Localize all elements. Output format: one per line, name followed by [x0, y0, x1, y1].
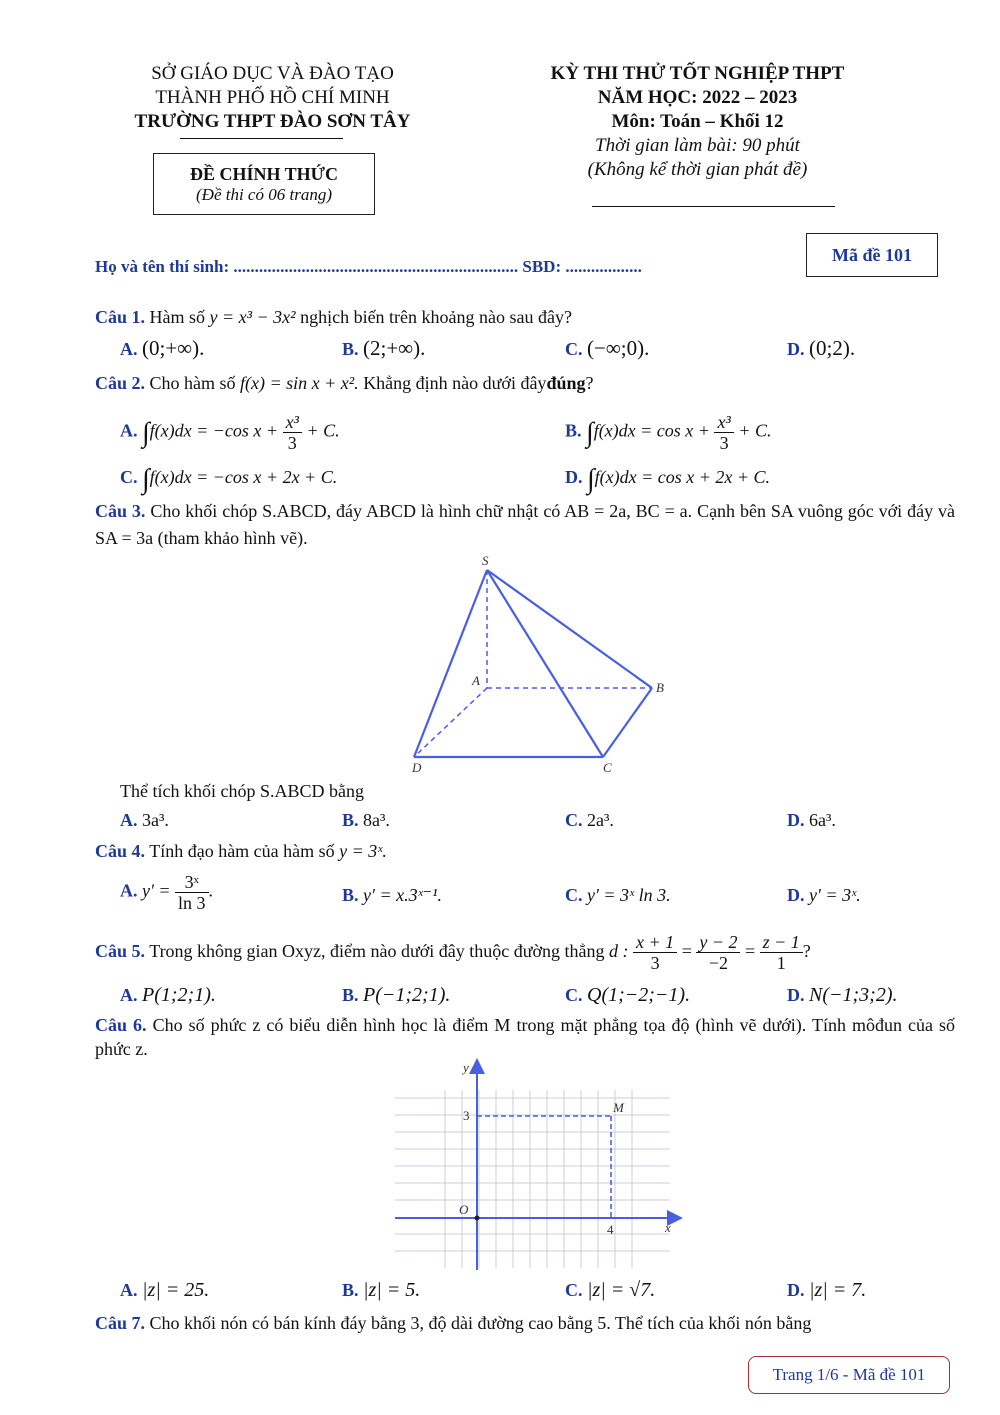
sbd-label: SBD: .................. [522, 257, 642, 276]
q3-label: Câu 3. [95, 501, 146, 521]
q4-option-a[interactable]: A. y' = $\frac{\text{3ˣ}}{\ln 3}$ . [120, 872, 214, 913]
q1-expr: y = x³ − 3x² [209, 307, 296, 327]
header-right [500, 62, 895, 182]
q6-option-d[interactable]: D. |z| = 7. [787, 1279, 867, 1301]
q3-option-d[interactable]: D. 6a³. [787, 810, 836, 830]
q3-option-b[interactable]: B. 8a³. [342, 810, 390, 830]
tick-4-label: 4 [607, 1222, 614, 1237]
question-7 [95, 1310, 955, 1337]
q3-after: Thể tích khối chóp S.ABCD bằng [120, 781, 364, 801]
q5-frac-3: $\frac{z - 1}{1}$ [760, 932, 803, 973]
question-4 [95, 838, 955, 865]
q2-option-c[interactable]: C. ∫f(x)dx = −cos x + 2x + C. [120, 464, 338, 495]
q7-text: Cho khối nón có bán kính đáy bằng 3, độ dài đường cao bằng 5. Thể tích của khối nón bằng [149, 1313, 812, 1333]
label-d: D [412, 760, 422, 775]
subject: Môn: Toán – Khối 12 [611, 111, 784, 132]
q5-option-b[interactable]: B. P(−1;2;1). [342, 984, 451, 1006]
q5-line-name: d : [609, 941, 629, 961]
header-left [95, 62, 450, 134]
q3-option-c[interactable]: C. 2a³. [565, 810, 614, 830]
question-6 [95, 1013, 955, 1061]
header-right-rule [592, 206, 835, 207]
duration-note: (Không kể thời gian phát đề) [587, 159, 808, 180]
axis-x-label: x [665, 1220, 671, 1235]
q5-option-a[interactable]: A. P(1;2;1). [120, 984, 216, 1006]
page-number: Trang 1/6 - Mã đề 101 [772, 1365, 926, 1384]
q6-option-b[interactable]: B. |z| = 5. [342, 1279, 421, 1301]
q2-option-b[interactable]: B. ∫f(x)dx = cos x + $\frac{\text{x³}}{3}$ + C. [565, 412, 772, 453]
q4-option-c[interactable]: C. y' = 3ˣ ln 3. [565, 885, 671, 905]
student-name-field [95, 257, 642, 277]
school-year: NĂM HỌC: 2022 – 2023 [597, 87, 798, 108]
question-1 [95, 304, 955, 331]
q4-prefix: Tính đạo hàm của hàm số [149, 841, 335, 861]
school-name: TRƯỜNG THPT ĐÀO SƠN TÂY [134, 111, 411, 132]
axis-y-label: y [463, 1060, 469, 1075]
exam-code-box [806, 233, 938, 277]
label-s: S [482, 553, 489, 568]
dept-name: SỞ GIÁO DỤC VÀ ĐÀO TẠO [151, 63, 394, 84]
q2-emph: đúng [546, 373, 586, 393]
q3-option-a[interactable]: A. 3a³. [120, 810, 169, 830]
official-title: ĐỀ CHÍNH THỨC [189, 164, 339, 184]
q2-prefix: Cho hàm số [149, 373, 236, 393]
q1-label: Câu 1. [95, 307, 146, 327]
q3-text: Cho khối chóp S.ABCD, đáy ABCD là hình chữ nhật có AB = 2a, BC = a. Cạnh bên SA vuông góc với đáy và SA = 3a (tham khảo hình vẽ). [95, 501, 956, 548]
tick-3-label: 3 [463, 1108, 470, 1123]
q1-prefix: Hàm số [149, 307, 206, 327]
q4-option-d[interactable]: D. y′ = 3ˣ. [787, 885, 861, 905]
q7-label: Câu 7. [95, 1313, 146, 1333]
q1-option-b[interactable]: B. (2;+∞). [342, 336, 426, 360]
q1-option-c[interactable]: C. (−∞;0). [565, 336, 650, 360]
q5-option-d[interactable]: D. N(−1;3;2). [787, 984, 898, 1006]
q6-option-a[interactable]: A. |z| = 25. [120, 1279, 210, 1301]
question-2: Câu 2. Cho hàm số f(x) = sin x + x². Khẳng định nào dưới đâyđúng? [95, 373, 594, 393]
q6-label: Câu 6. [95, 1015, 147, 1035]
q1-option-d[interactable]: D. (0;2). [787, 336, 856, 360]
q2-expr: f(x) = sin x + x². [240, 373, 359, 393]
q5-option-c[interactable]: C. Q(1;−2;−1). [565, 984, 691, 1006]
question-5: Câu 5. Trong không gian Oxyz, điểm nào dưới đây thuộc đường thẳng d : $\frac{x + 1}{3}$ = $\frac{y - 2}{-2}$ = $\frac{z - 1}{1}$ ? [95, 932, 811, 974]
q5-text: Trong không gian Oxyz, điểm nào dưới đây thuộc đường thẳng [149, 941, 605, 961]
q5-frac-2: $\frac{y - 2}{-2}$ [696, 932, 740, 973]
school-underline [180, 138, 343, 139]
duration: Thời gian làm bài: 90 phút [595, 135, 800, 156]
q6-text: Cho số phức z có biểu diễn hình học là điểm M trong mặt phẳng tọa độ (hình vẽ dưới). Tính môđun của số phức z. [95, 1015, 956, 1059]
label-b: B [656, 680, 664, 695]
official-box [153, 153, 375, 215]
exam-title: KỲ THI THỬ TỐT NGHIỆP THPT [550, 63, 845, 84]
q4-label: Câu 4. [95, 841, 146, 861]
q2-label: Câu 2. [95, 373, 146, 393]
question-3 [95, 498, 955, 552]
q2-option-a[interactable]: A. ∫f(x)dx = −cos x + $\frac{\text{x³}}{3}$ + C. [120, 412, 340, 453]
city-name: THÀNH PHỐ HỒ CHÍ MINH [155, 87, 390, 108]
complex-plane-figure [395, 1058, 685, 1273]
label-a: A [472, 673, 480, 688]
q5-label: Câu 5. [95, 941, 146, 961]
q4-option-b[interactable]: B. y′ = x.3ˣ⁻¹. [342, 885, 443, 905]
q6-option-c[interactable]: C. |z| = √7. [565, 1279, 656, 1301]
q1-suffix: nghịch biến trên khoảng nào sau đây? [300, 307, 572, 327]
q2-option-d[interactable]: D. ∫f(x)dx = cos x + 2x + C. [565, 464, 771, 495]
q1-option-a[interactable]: A. (0;+∞). [120, 336, 205, 360]
label-c: C [603, 760, 612, 775]
q4-expr: y = 3ˣ. [339, 841, 387, 861]
name-label: Họ và tên thí sinh: ................................................................... [95, 257, 519, 276]
pyramid-figure [400, 552, 690, 782]
q5-frac-1: $\frac{x + 1}{3}$ [633, 932, 677, 973]
official-sub: (Đề thi có 06 trang) [196, 185, 332, 204]
page-footer [748, 1356, 950, 1394]
exam-code: Mã đề 101 [832, 245, 912, 265]
origin-label: O [459, 1202, 469, 1217]
q2-mid: Khẳng định nào dưới đây [363, 373, 547, 393]
point-m-label: M [613, 1100, 624, 1115]
